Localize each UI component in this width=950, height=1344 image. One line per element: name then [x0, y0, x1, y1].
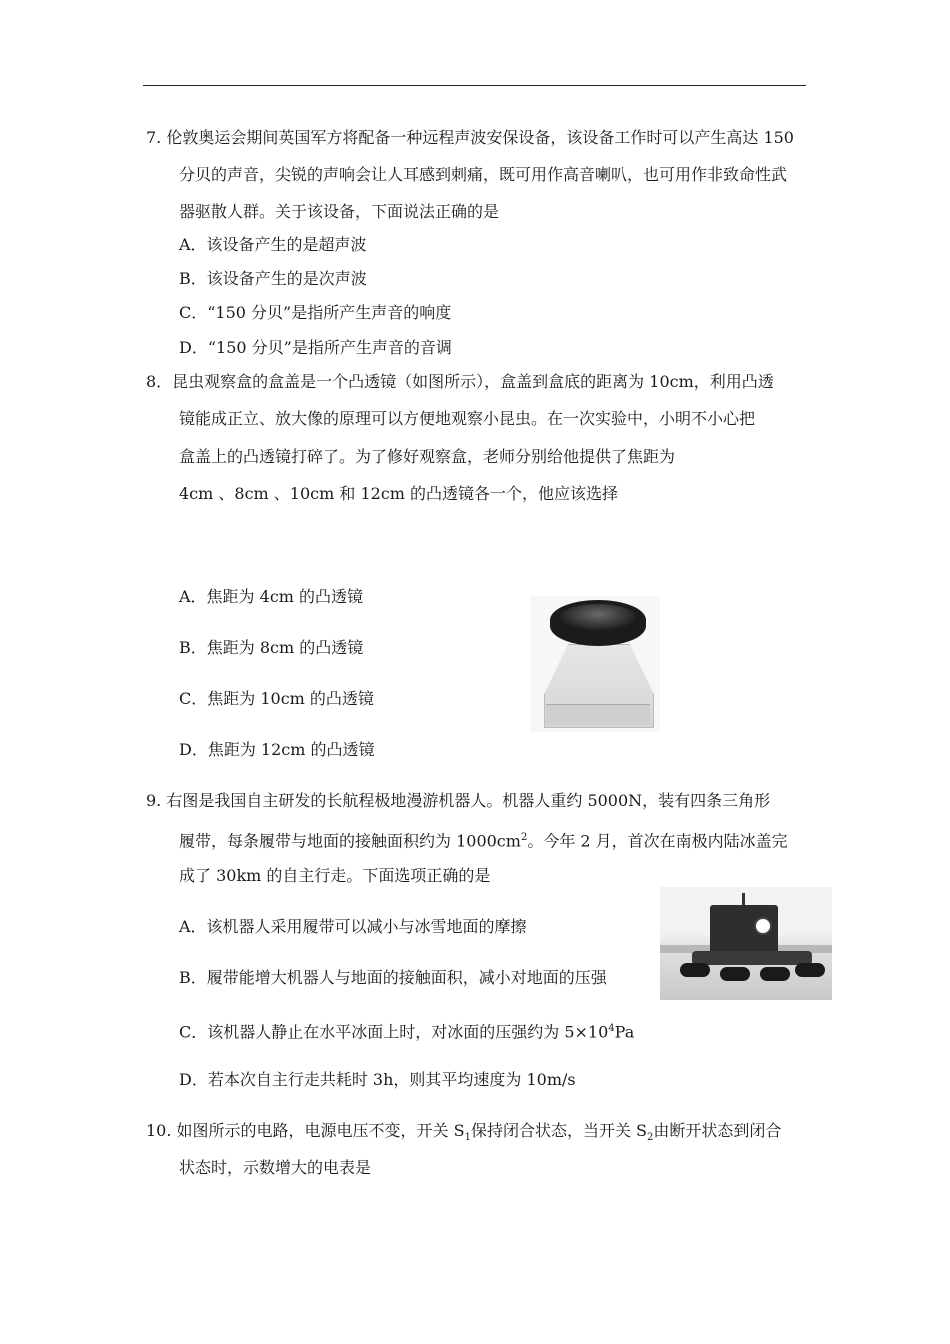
q7-stem-line-1: 7. 伦敦奥运会期间英国军方将配备一种远程声波安保设备，该设备工作时可以产生高达 150 — [146, 128, 794, 147]
q8-stem-line-4: 4cm 、8cm 、10cm 和 12cm 的凸透镜各一个，他应该选择 — [179, 484, 619, 503]
q9-stem-line-1: 9. 右图是我国自主研发的长航程极地漫游机器人。机器人重约 5000N，装有四条三角形 — [146, 791, 771, 810]
box-base-bottom — [546, 704, 650, 725]
q9-option-a: A．该机器人采用履带可以减小与冰雪地面的摩擦 — [179, 917, 527, 936]
q7-stem-line-2: 分贝的声音，尖锐的声响会让人耳感到刺痛，既可用作高音喇叭，也可用作非致命性武 — [179, 165, 788, 184]
q7-option-a: A．该设备产生的是超声波 — [179, 235, 367, 254]
q7-option-d: D．“150 分贝”是指所产生声音的音调 — [179, 338, 452, 357]
q9-stem-line-3: 成了 30km 的自主行走。下面选项正确的是 — [179, 866, 491, 885]
robot-track — [760, 967, 790, 981]
q9-option-c-text-a: C．该机器人静止在水平冰面上时，对冰面的压强约为 5×10 — [179, 1022, 609, 1042]
q8-option-c: C．焦距为 10cm 的凸透镜 — [179, 689, 374, 708]
q8-option-d: D．焦距为 12cm 的凸透镜 — [179, 740, 375, 759]
robot-logo-icon — [754, 917, 772, 935]
q8-option-b: B．焦距为 8cm 的凸透镜 — [179, 638, 364, 657]
q9-option-c-superscript: 4 — [608, 1023, 615, 1034]
q10-s2-subscript: 2 — [647, 1132, 654, 1144]
robot-track — [795, 963, 825, 977]
q9-option-b: B．履带能增大机器人与地面的接触面积，减小对地面的压强 — [179, 968, 607, 987]
q8-stem-line-3: 盒盖上的凸透镜打碎了。为了修好观察盒，老师分别给他提供了焦距为 — [179, 447, 676, 466]
q10-stem-line-1-text-b: 保持闭合状态，当开关 S — [470, 1121, 648, 1140]
polar-robot-image — [660, 887, 832, 1000]
q7-option-c: C．“150 分贝”是指所产生声音的响度 — [179, 303, 452, 322]
insect-observation-box-image — [530, 596, 660, 732]
robot-track — [680, 963, 710, 977]
robot-track — [720, 967, 750, 981]
q10-s1-subscript: 1 — [464, 1132, 471, 1144]
header-rule — [143, 85, 806, 86]
q10-stem-line-1-text-c: 由断开状态到闭合 — [653, 1121, 782, 1140]
q9-stem-line-2 — [179, 828, 788, 851]
q9-stem-line-2-superscript: 2 — [520, 832, 528, 843]
q8-option-a: A．焦距为 4cm 的凸透镜 — [179, 587, 364, 606]
convex-lens — [560, 604, 636, 630]
q7-option-b: B．该设备产生的是次声波 — [179, 269, 367, 288]
q9-option-c-text-b: Pa — [614, 1022, 635, 1042]
q9-stem-line-2-text-a: 履带，每条履带与地面的接触面积约为 1000cm — [179, 831, 521, 851]
q10-stem-line-2: 状态时，示数增大的电表是 — [179, 1158, 372, 1177]
q9-option-d: D．若本次自主行走共耗时 3h，则其平均速度为 10m/s — [179, 1070, 576, 1089]
robot-chassis — [692, 951, 812, 965]
q9-stem-line-2-text-b: 。今年 2 月，首次在南极内陆冰盖完 — [527, 831, 788, 851]
q10-stem-line-1-text-a: 10. 如图所示的电路，电源电压不变，开关 S — [146, 1121, 465, 1140]
q9-option-c — [179, 1019, 634, 1042]
q10-stem-line-1 — [146, 1121, 781, 1148]
q7-stem-line-3: 器驱散人群。关于该设备，下面说法正确的是 — [179, 202, 500, 221]
q8-stem-line-1: 8．昆虫观察盒的盒盖是一个凸透镜（如图所示），盒盖到盒底的距离为 10cm，利用凸透 — [146, 372, 774, 391]
q8-stem-line-2: 镜能成正立、放大像的原理可以方便地观察小昆虫。在一次实验中，小明不小心把 — [179, 409, 756, 428]
